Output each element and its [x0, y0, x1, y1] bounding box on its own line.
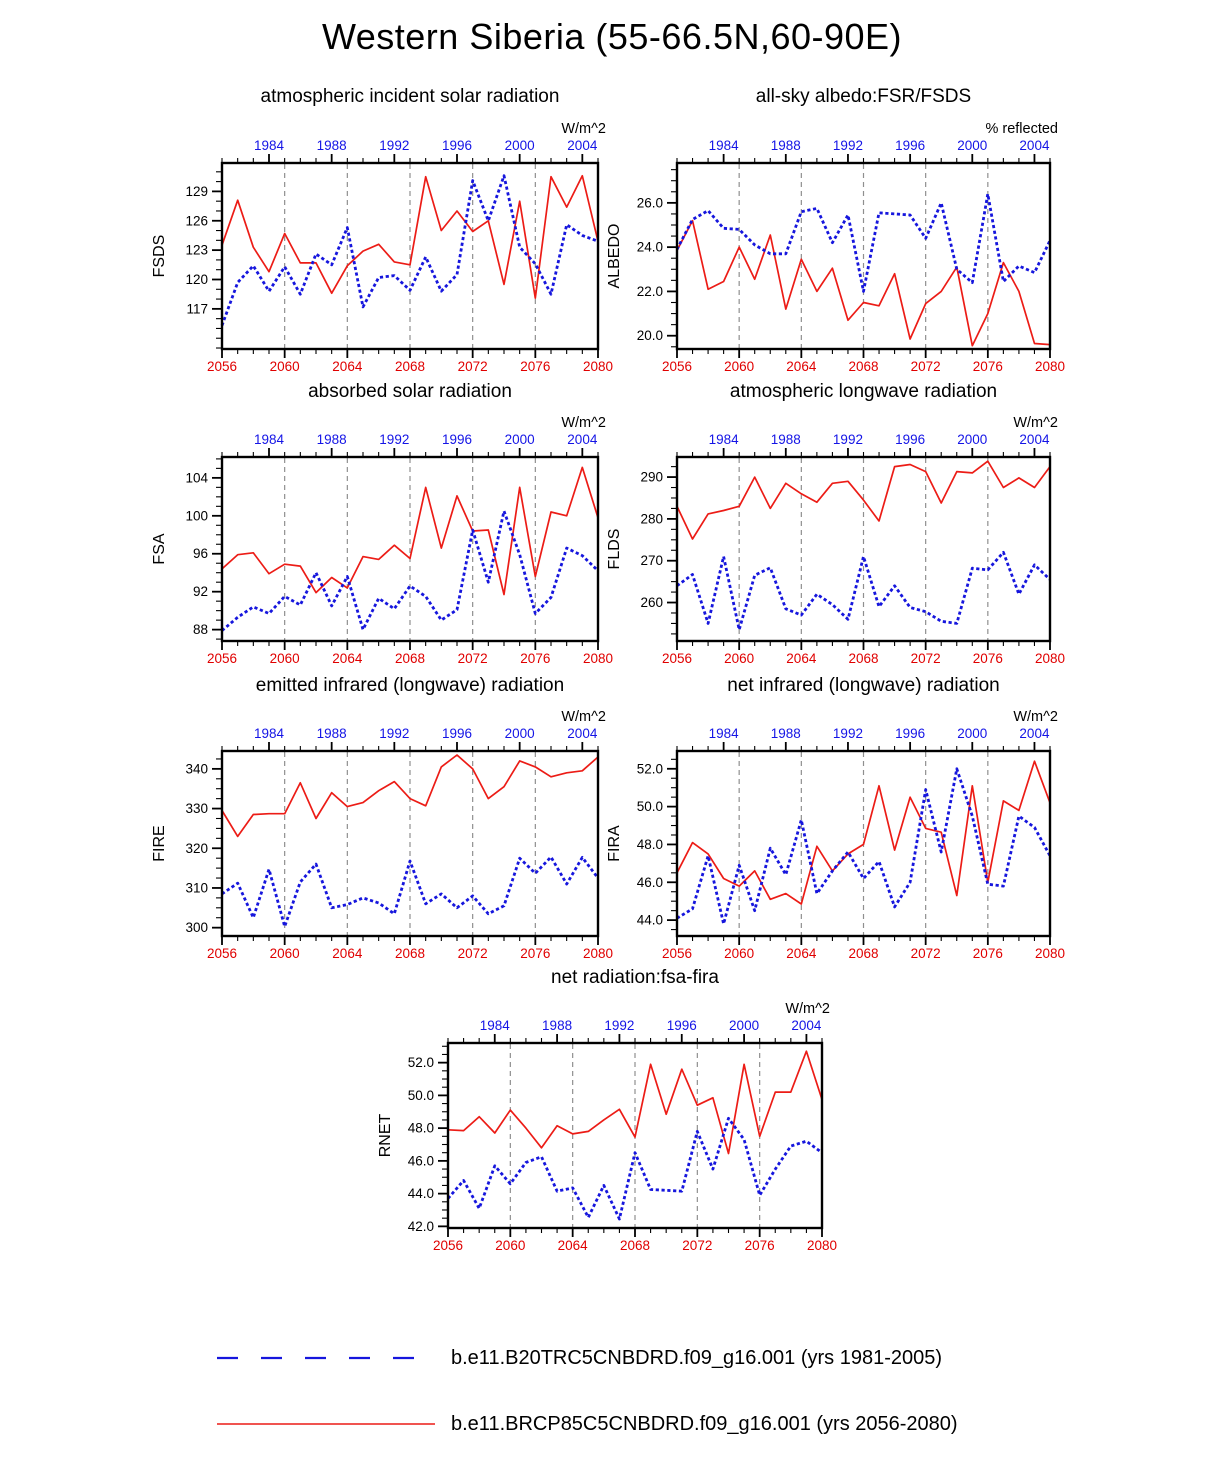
svg-text:2000: 2000: [729, 1018, 760, 1033]
svg-text:104: 104: [185, 470, 208, 486]
svg-text:96: 96: [192, 546, 208, 562]
svg-text:1984: 1984: [708, 726, 739, 741]
svg-text:2076: 2076: [520, 651, 551, 666]
svg-text:300: 300: [185, 920, 208, 936]
svg-text:1988: 1988: [316, 138, 347, 153]
panel-fira: [597, 695, 1066, 976]
svg-text:46.0: 46.0: [636, 874, 663, 890]
svg-text:2068: 2068: [619, 1238, 651, 1253]
panel-title-fsds: atmospheric incident solar radiation: [260, 86, 560, 107]
albedo-plot: [597, 107, 1066, 389]
panel-albedo: [597, 107, 1066, 389]
svg-text:20.0: 20.0: [636, 328, 663, 344]
svg-text:2076: 2076: [744, 1238, 775, 1253]
svg-text:1996: 1996: [895, 432, 926, 447]
svg-text:1988: 1988: [316, 726, 347, 741]
svg-text:24.0: 24.0: [636, 239, 663, 255]
svg-text:1984: 1984: [253, 138, 285, 153]
svg-text:2064: 2064: [786, 651, 817, 666]
svg-text:2068: 2068: [394, 946, 426, 961]
panel-title-flds: atmospheric longwave radiation: [729, 381, 998, 402]
svg-text:92: 92: [192, 584, 208, 600]
fsds-plot: [142, 107, 614, 389]
svg-text:100: 100: [185, 508, 208, 524]
svg-text:2064: 2064: [332, 359, 363, 374]
svg-text:1992: 1992: [379, 432, 410, 447]
svg-text:1984: 1984: [708, 432, 739, 447]
flds-plot: [597, 401, 1066, 681]
svg-text:2064: 2064: [786, 359, 817, 374]
panel-title-fira: net infrared (longwave) radiation: [727, 675, 1000, 696]
svg-text:88: 88: [192, 622, 208, 638]
svg-text:2068: 2068: [848, 946, 879, 961]
svg-text:2072: 2072: [682, 1238, 713, 1253]
svg-text:2004: 2004: [567, 726, 598, 741]
svg-text:42.0: 42.0: [407, 1218, 434, 1234]
svg-text:1996: 1996: [441, 138, 473, 153]
fira-plot: [597, 695, 1066, 976]
svg-text:2080: 2080: [582, 359, 614, 374]
svg-text:1988: 1988: [542, 1018, 573, 1033]
panel-title-albedo: all-sky albedo:FSR/FSDS: [755, 86, 972, 107]
svg-text:2056: 2056: [432, 1238, 464, 1253]
svg-text:1996: 1996: [441, 726, 473, 741]
svg-text:W/m^2: W/m^2: [1013, 415, 1058, 431]
svg-text:2076: 2076: [972, 946, 1003, 961]
svg-text:1992: 1992: [604, 1018, 635, 1033]
svg-text:2056: 2056: [206, 651, 238, 666]
svg-text:123: 123: [185, 242, 208, 258]
svg-text:RNET: RNET: [377, 1113, 394, 1158]
svg-text:W/m^2: W/m^2: [785, 1001, 830, 1017]
svg-text:46.0: 46.0: [407, 1153, 434, 1169]
legend-item-rcp85: [215, 1411, 958, 1437]
svg-text:270: 270: [640, 553, 663, 569]
svg-text:W/m^2: W/m^2: [561, 121, 606, 137]
svg-text:2060: 2060: [269, 946, 300, 961]
svg-text:2072: 2072: [910, 359, 941, 374]
svg-text:2064: 2064: [557, 1238, 588, 1253]
svg-text:ALBEDO: ALBEDO: [606, 223, 623, 289]
svg-text:2076: 2076: [520, 359, 551, 374]
svg-text:310: 310: [185, 880, 208, 896]
panel-fire: [142, 695, 614, 976]
svg-text:22.0: 22.0: [636, 283, 663, 299]
svg-text:1988: 1988: [770, 726, 801, 741]
svg-text:2000: 2000: [957, 432, 988, 447]
svg-text:W/m^2: W/m^2: [561, 709, 606, 725]
panel-rnet: [368, 987, 838, 1268]
svg-text:2064: 2064: [786, 946, 817, 961]
panel-flds: [597, 401, 1066, 681]
fsa-plot: [142, 401, 614, 681]
svg-text:2000: 2000: [504, 138, 535, 153]
svg-text:2060: 2060: [269, 651, 300, 666]
svg-text:1988: 1988: [770, 432, 801, 447]
svg-text:340: 340: [185, 761, 208, 777]
svg-text:44.0: 44.0: [636, 912, 663, 928]
svg-text:2060: 2060: [495, 1238, 526, 1253]
svg-text:2056: 2056: [661, 651, 693, 666]
svg-text:FIRA: FIRA: [606, 825, 623, 862]
svg-text:2080: 2080: [1034, 946, 1066, 961]
svg-text:2064: 2064: [332, 946, 363, 961]
svg-text:2000: 2000: [957, 138, 988, 153]
svg-text:1992: 1992: [832, 138, 863, 153]
legend-label-historical: b.e11.B20TRC5CNBDRD.f09_g16.001 (yrs 1981-2005): [451, 1346, 943, 1369]
svg-text:2004: 2004: [1019, 432, 1050, 447]
svg-text:50.0: 50.0: [636, 799, 663, 815]
svg-text:1984: 1984: [479, 1018, 510, 1033]
svg-text:1992: 1992: [379, 138, 410, 153]
svg-text:FSDS: FSDS: [151, 234, 168, 278]
panel-title-fire: emitted infrared (longwave) radiation: [255, 675, 565, 696]
panel-fsds: [142, 107, 614, 389]
svg-text:1996: 1996: [441, 432, 473, 447]
svg-text:320: 320: [185, 840, 208, 856]
svg-text:1996: 1996: [895, 726, 926, 741]
svg-text:48.0: 48.0: [407, 1120, 434, 1136]
svg-text:1992: 1992: [379, 726, 410, 741]
svg-text:48.0: 48.0: [636, 836, 663, 852]
svg-text:W/m^2: W/m^2: [1013, 709, 1058, 725]
svg-text:2080: 2080: [1034, 651, 1066, 666]
svg-text:2004: 2004: [1019, 138, 1050, 153]
svg-text:2000: 2000: [957, 726, 988, 741]
svg-text:2056: 2056: [661, 359, 693, 374]
svg-text:2056: 2056: [661, 946, 693, 961]
fire-plot: [142, 695, 614, 976]
svg-text:2060: 2060: [724, 946, 755, 961]
svg-text:2072: 2072: [457, 651, 488, 666]
svg-text:2072: 2072: [910, 651, 941, 666]
svg-text:26.0: 26.0: [636, 195, 663, 211]
svg-text:2068: 2068: [848, 651, 879, 666]
svg-text:1988: 1988: [316, 432, 347, 447]
svg-text:52.0: 52.0: [407, 1055, 434, 1071]
svg-text:2072: 2072: [457, 946, 488, 961]
svg-text:1992: 1992: [832, 432, 863, 447]
svg-text:1992: 1992: [832, 726, 863, 741]
svg-text:FIRE: FIRE: [151, 825, 168, 862]
svg-text:2068: 2068: [394, 651, 426, 666]
svg-text:2056: 2056: [206, 946, 238, 961]
svg-text:330: 330: [185, 801, 208, 817]
svg-text:1984: 1984: [708, 138, 739, 153]
svg-text:2080: 2080: [582, 651, 614, 666]
panel-fsa: [142, 401, 614, 681]
rnet-plot: [368, 987, 838, 1268]
svg-text:2076: 2076: [972, 359, 1003, 374]
svg-text:2004: 2004: [567, 432, 598, 447]
svg-text:2060: 2060: [724, 359, 755, 374]
svg-text:1996: 1996: [666, 1018, 697, 1033]
svg-text:2068: 2068: [394, 359, 426, 374]
svg-text:2080: 2080: [582, 946, 614, 961]
svg-text:2004: 2004: [791, 1018, 822, 1033]
svg-text:44.0: 44.0: [407, 1186, 434, 1202]
legend-dashed-line-sample: [215, 1345, 437, 1371]
svg-text:2056: 2056: [206, 359, 238, 374]
svg-text:2060: 2060: [269, 359, 300, 374]
svg-text:52.0: 52.0: [636, 761, 663, 777]
legend-label-rcp85: b.e11.BRCP85C5CNBDRD.f09_g16.001 (yrs 2056-2080): [451, 1412, 958, 1435]
svg-text:280: 280: [640, 511, 663, 527]
svg-text:% reflected: % reflected: [985, 121, 1058, 137]
svg-text:FSA: FSA: [151, 533, 168, 565]
svg-text:260: 260: [640, 595, 663, 611]
panel-title-fsa: absorbed solar radiation: [308, 381, 512, 402]
svg-text:2072: 2072: [910, 946, 941, 961]
svg-text:W/m^2: W/m^2: [561, 415, 606, 431]
legend-solid-line-sample: [215, 1411, 437, 1437]
svg-text:1996: 1996: [895, 138, 926, 153]
svg-text:2080: 2080: [1034, 359, 1066, 374]
svg-text:2000: 2000: [504, 432, 535, 447]
svg-text:1984: 1984: [253, 432, 285, 447]
svg-text:2076: 2076: [972, 651, 1003, 666]
svg-text:126: 126: [185, 213, 208, 229]
svg-text:1984: 1984: [253, 726, 285, 741]
svg-text:2076: 2076: [520, 946, 551, 961]
figure-title: Western Siberia (55-66.5N,60-90E): [321, 16, 903, 57]
svg-text:2004: 2004: [1019, 726, 1050, 741]
svg-text:2068: 2068: [848, 359, 879, 374]
svg-text:2064: 2064: [332, 651, 363, 666]
svg-text:FLDS: FLDS: [606, 528, 623, 570]
svg-text:120: 120: [185, 271, 208, 287]
svg-text:290: 290: [640, 469, 663, 485]
svg-text:2072: 2072: [457, 359, 488, 374]
svg-text:2080: 2080: [806, 1238, 838, 1253]
svg-text:2060: 2060: [724, 651, 755, 666]
svg-text:50.0: 50.0: [407, 1087, 434, 1103]
svg-text:129: 129: [185, 183, 208, 199]
legend-item-historical: [215, 1345, 942, 1371]
svg-text:2000: 2000: [504, 726, 535, 741]
svg-text:2004: 2004: [567, 138, 598, 153]
svg-text:1988: 1988: [770, 138, 801, 153]
panel-title-rnet: net radiation:fsa-fira: [551, 967, 719, 988]
svg-text:117: 117: [186, 301, 208, 317]
